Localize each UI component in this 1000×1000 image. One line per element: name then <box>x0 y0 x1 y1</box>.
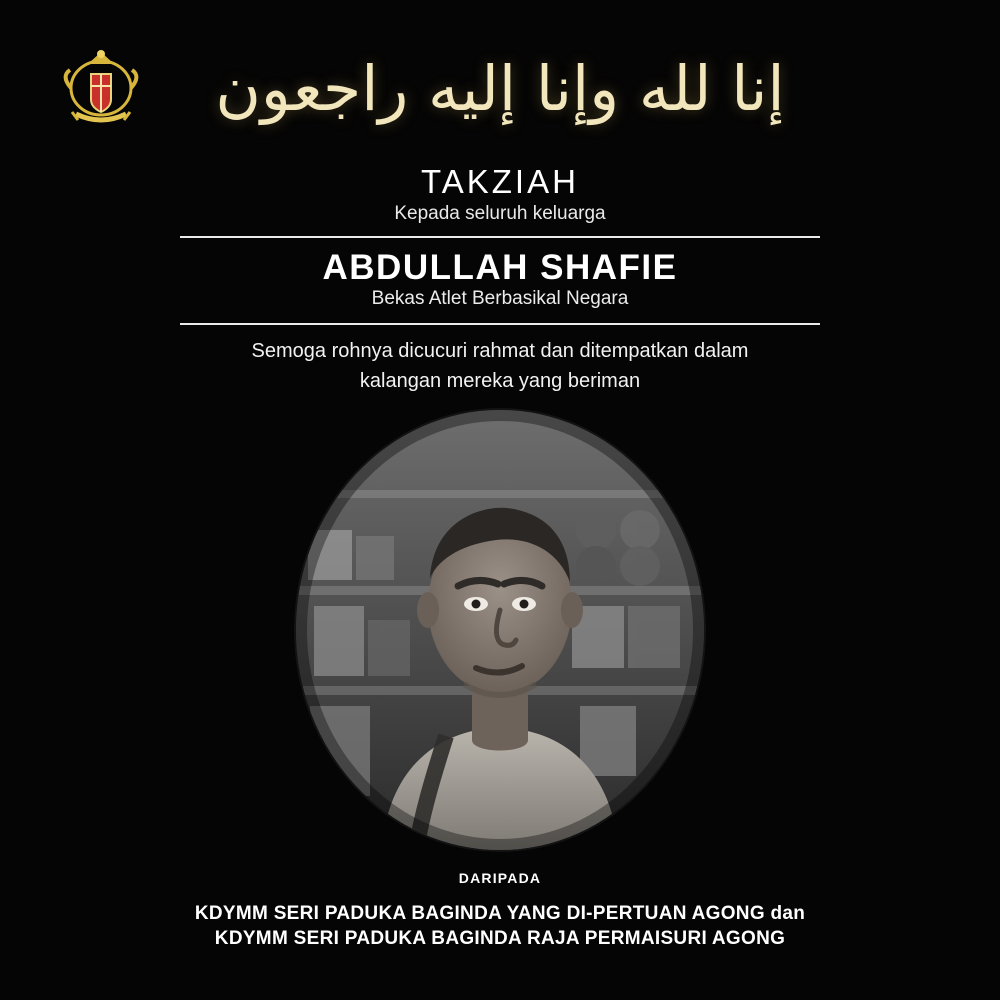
from-line-1: KDYMM SERI PADUKA BAGINDA YANG DI-PERTUAN AGONG dan <box>194 903 806 924</box>
from-label: DARIPADA <box>458 870 542 886</box>
divider-bottom <box>180 323 820 325</box>
prayer-text <box>150 336 850 396</box>
page-title: TAKZIAH <box>421 163 579 200</box>
prayer-line-2: kalangan mereka yang beriman <box>359 370 641 392</box>
portrait-photo <box>296 410 704 850</box>
divider-top <box>180 236 820 238</box>
arabic-calligraphy <box>0 34 1000 154</box>
deceased-role: Bekas Atlet Berbasikal Negara <box>371 288 629 309</box>
from-line-2: KDYMM SERI PADUKA BAGINDA RAJA PERMAISURI AGONG <box>214 928 786 949</box>
arabic-phrase: إنا لله وإنا إليه راجعون <box>215 52 785 125</box>
deceased-name: ABDULLAH SHAFIE <box>322 248 678 287</box>
page-subtitle: Kepada seluruh keluarga <box>394 203 606 224</box>
prayer-line-1: Semoga rohnya dicucuri rahmat dan ditempatkan dalam <box>251 340 749 362</box>
